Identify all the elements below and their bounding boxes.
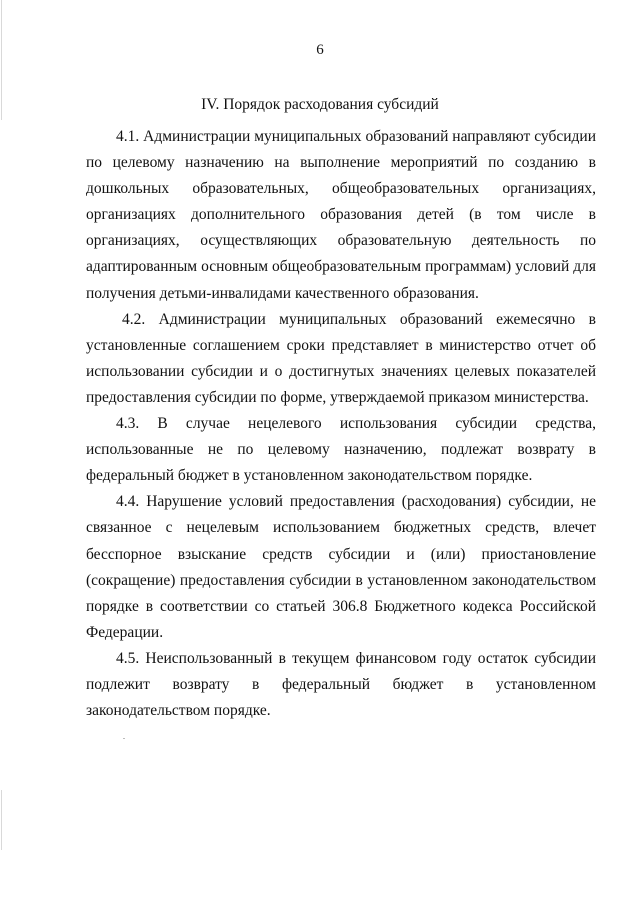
text-line: 4.5. Неиспользованный в текущем финансовом году остаток субсидии [116, 649, 596, 667]
paragraph-4-1 [86, 124, 596, 307]
text-line: бесспорное взыскание средств субсидии и (или) приостановление [86, 545, 596, 563]
text-line: предоставления субсидии по форме, утверждаемой приказом министерства. [86, 388, 589, 406]
paragraph-4-5 [86, 646, 596, 724]
text-line: Федерации. [86, 623, 164, 641]
text-line: связанное с нецелевым использованием бюджетных средств, влечет [86, 519, 596, 537]
text-line: 4.1. Администрации муниципальных образований направляют субсидии [116, 128, 596, 145]
text-line: (сокращение) предоставления субсидии в установленном законодательством [86, 571, 596, 589]
text-line: 4.3. В случае нецелевого использования субсидии средства, [116, 415, 596, 433]
paragraph-4-2 [86, 307, 596, 411]
text-line: подлежит возврату в федеральный бюджет в установленном [86, 675, 596, 693]
text-line: использованные не по целевому назначению, подлежат возврату в [86, 441, 596, 459]
text-line: порядке в соответствии со статьей 306.8 Бюджетного кодекса Российской [86, 597, 596, 615]
text-line: дошкольных образовательных, общеобразовательных организациях, [86, 180, 596, 198]
text-line: адаптированным основным общеобразовательным программам) условий для [86, 258, 596, 276]
text-line: получения детьми-инвалидами качественного образования. [86, 284, 479, 302]
page-number: 6 [316, 42, 324, 58]
text-line: организациях дополнительного образования детей (в том числе в [86, 206, 596, 224]
text-line: установленные соглашением сроки представляет в министерство отчет об [86, 336, 596, 354]
text-line: организациях, осуществляющих образовательную деятельность по [86, 232, 596, 250]
paragraph-4-3 [86, 411, 596, 489]
text-line: 4.4. Нарушение условий предоставления (расходования) субсидии, не [116, 493, 596, 511]
text-line: по целевому назначению на выполнение мероприятий по созданию в [86, 154, 596, 172]
text-line: использовании субсидии и о достигнутых значениях целевых показателей [86, 362, 596, 380]
scan-speck [123, 738, 125, 739]
text-line: законодательством порядке. [86, 702, 271, 720]
section-title: IV. Порядок расходования субсидий [201, 96, 439, 113]
text-line: федеральный бюджет в установленном законодательством порядке. [86, 467, 533, 485]
scan-edge-mark [1, 790, 2, 850]
text-line: 4.2. Администрации муниципальных образований ежемесячно в [122, 310, 596, 328]
paragraph-4-4 [86, 489, 596, 646]
document-body [86, 124, 596, 724]
